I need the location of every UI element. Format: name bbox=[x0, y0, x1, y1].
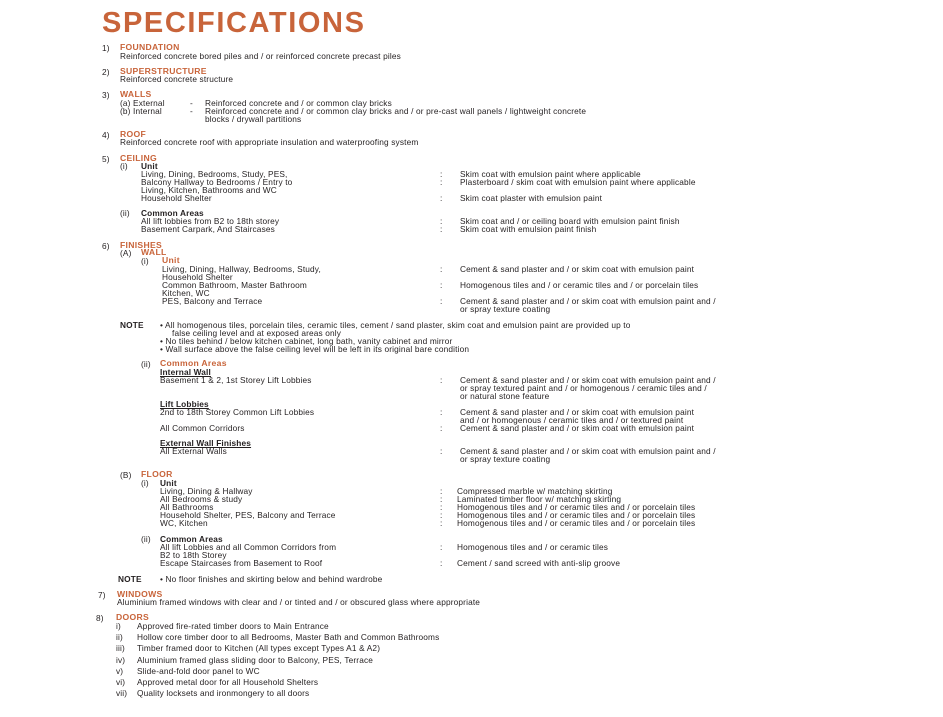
floor-row-value: Homogenous tiles and / or ceramic tiles and / or porcelain tiles bbox=[457, 510, 696, 520]
sub-numeral: (ii) bbox=[141, 359, 151, 369]
section-heading-roof: ROOF bbox=[120, 129, 147, 139]
floor-row-value: Homogenous tiles and / or ceramic tiles and / or porcelain tiles bbox=[457, 502, 696, 512]
sub-letter: (B) bbox=[120, 470, 132, 480]
section-number: 6) bbox=[102, 241, 110, 251]
colon: : bbox=[440, 169, 443, 179]
roof-text: Reinforced concrete roof with appropriate insulation and waterproofing system bbox=[120, 137, 419, 147]
colon: : bbox=[440, 193, 443, 203]
colon: : bbox=[440, 542, 443, 552]
door-item-number: vi) bbox=[116, 677, 126, 687]
ceiling-row-value: Plasterboard / skim coat with emulsion paint where applicable bbox=[460, 177, 696, 187]
door-item-text: Hollow core timber door to all Bedrooms, Master Bath and Common Bathrooms bbox=[137, 632, 440, 642]
ceiling-row-value: Skim coat with emulsion paint where applicable bbox=[460, 169, 641, 179]
floor-row-label: WC, Kitchen bbox=[160, 518, 208, 528]
walls-internal-label: (b) Internal bbox=[120, 106, 162, 116]
door-item-number: v) bbox=[116, 666, 124, 676]
floor-unit-heading: Unit bbox=[160, 478, 177, 488]
section-heading-walls: WALLS bbox=[120, 89, 152, 99]
wall-row-value-cont: or spray texture coating bbox=[460, 304, 551, 314]
colon: : bbox=[440, 407, 443, 417]
colon: : bbox=[440, 486, 443, 496]
ceiling-unit-heading: Unit bbox=[141, 161, 158, 171]
section-number: 4) bbox=[102, 130, 110, 140]
wall-row-value-cont: or spray textured paint and / or homogenous / ceramic tiles and / bbox=[460, 383, 707, 393]
walls-internal-text-cont: blocks / drywall partitions bbox=[205, 114, 302, 124]
colon: : bbox=[440, 224, 443, 234]
door-item-text: Approved metal door for all Household Shelters bbox=[137, 677, 319, 687]
floor-row-label: All Bedrooms & study bbox=[160, 494, 243, 504]
colon: : bbox=[440, 423, 443, 433]
wall-row-value: Cement & sand plaster and / or skim coat with emulsion paint and / bbox=[460, 375, 716, 385]
note-item: • No floor finishes and skirting below and behind wardrobe bbox=[160, 574, 383, 584]
wall-row-value: Homogenous tiles and / or ceramic tiles and / or porcelain tiles bbox=[460, 280, 699, 290]
colon: : bbox=[440, 264, 443, 274]
section-heading-windows: WINDOWS bbox=[117, 589, 163, 599]
walls-external-label: (a) External bbox=[120, 98, 165, 108]
note-label: NOTE bbox=[120, 320, 144, 330]
colon: : bbox=[440, 502, 443, 512]
ceiling-row-label: Basement Carpark, And Staircases bbox=[141, 224, 275, 234]
finishes-wall-heading: WALL bbox=[141, 247, 167, 257]
sub-letter: (A) bbox=[120, 248, 132, 258]
section-heading-doors: DOORS bbox=[116, 612, 150, 622]
ceiling-row-value: Skim coat and / or ceiling board with emulsion paint finish bbox=[460, 216, 680, 226]
floor-row-value: Homogenous tiles and / or ceramic tiles bbox=[457, 542, 609, 552]
ceiling-common-heading: Common Areas bbox=[141, 208, 204, 218]
note-item: • Wall surface above the false ceiling level will be left in its original bare condition bbox=[160, 344, 470, 354]
door-item-text: Approved fire-rated timber doors to Main Entrance bbox=[137, 621, 329, 631]
superstructure-text: Reinforced concrete structure bbox=[120, 74, 234, 84]
colon: : bbox=[440, 518, 443, 528]
colon: : bbox=[440, 558, 443, 568]
wall-row-value: Cement & sand plaster and / or skim coat with emulsion paint and / bbox=[460, 296, 716, 306]
section-number: 1) bbox=[102, 43, 110, 53]
colon: : bbox=[440, 375, 443, 385]
ceiling-row-value: Skim coat with emulsion paint finish bbox=[460, 224, 597, 234]
note-item-cont: false ceiling level and at exposed areas only bbox=[172, 328, 342, 338]
colon: : bbox=[440, 494, 443, 504]
colon: : bbox=[440, 510, 443, 520]
sub-numeral: (i) bbox=[141, 478, 149, 488]
ceiling-row-label: Living, Kitchen, Bathrooms and WC bbox=[141, 185, 277, 195]
floor-row-label: B2 to 18th Storey bbox=[160, 550, 227, 560]
door-item-text: Aluminium framed glass sliding door to Balcony, PES, Terrace bbox=[137, 655, 374, 665]
wall-row-label: Household Shelter bbox=[162, 272, 233, 282]
dash: - bbox=[190, 106, 193, 116]
wall-row-value: Cement & sand plaster and / or skim coat with emulsion paint bbox=[460, 264, 695, 274]
section-heading-foundation: FOUNDATION bbox=[120, 42, 180, 52]
sub-numeral: (i) bbox=[120, 161, 128, 171]
foundation-text: Reinforced concrete bored piles and / or reinforced concrete precast piles bbox=[120, 51, 401, 61]
wall-row-label: All Common Corridors bbox=[160, 423, 245, 433]
floor-row-value: Laminated timber floor w/ matching skirting bbox=[457, 494, 622, 504]
wall-row-label: Basement 1 & 2, 1st Storey Lift Lobbies bbox=[160, 375, 312, 385]
floor-row-label: All lift Lobbies and all Common Corridors from bbox=[160, 542, 337, 552]
floor-row-label: All Bathrooms bbox=[160, 502, 214, 512]
colon: : bbox=[440, 216, 443, 226]
walls-internal-text: Reinforced concrete and / or common clay bricks and / or pre-cast wall panels / lightweight concrete bbox=[205, 106, 587, 116]
section-heading-superstructure: SUPERSTRUCTURE bbox=[120, 66, 207, 76]
floor-row-label: Escape Staircases from Basement to Roof bbox=[160, 558, 323, 568]
section-heading-finishes: FINISHES bbox=[120, 240, 163, 250]
wall-row-label: Common Bathroom, Master Bathroom bbox=[162, 280, 307, 290]
lift-lobbies-heading: Lift Lobbies bbox=[160, 399, 209, 409]
door-item-number: vii) bbox=[116, 688, 128, 698]
wall-common-heading: Common Areas bbox=[160, 358, 227, 368]
section-number: 8) bbox=[96, 613, 104, 623]
wall-row-value: Cement & sand plaster and / or skim coat with emulsion paint bbox=[460, 423, 695, 433]
ceiling-row-label: All lift lobbies from B2 to 18th storey bbox=[141, 216, 280, 226]
ceiling-row-label: Balcony Hallway to Bedrooms / Entry to bbox=[141, 177, 293, 187]
wall-row-label: All External Walls bbox=[160, 446, 227, 456]
note-item: • All homogenous tiles, porcelain tiles, ceramic tiles, cement / sand plaster, skim coat and emulsion paint are provided up to bbox=[160, 320, 631, 330]
ceiling-row-label: Living, Dining, Bedrooms, Study, PES, bbox=[141, 169, 288, 179]
external-wall-heading: External Wall Finishes bbox=[160, 438, 252, 448]
windows-text: Aluminium framed windows with clear and / or tinted and / or obscured glass where appropriate bbox=[117, 597, 481, 607]
wall-row-value: Cement & sand plaster and / or skim coat with emulsion paint and / bbox=[460, 446, 716, 456]
walls-external-text: Reinforced concrete and / or common clay bricks bbox=[205, 98, 392, 108]
section-number: 3) bbox=[102, 90, 110, 100]
wall-row-label: Kitchen, WC bbox=[162, 288, 210, 298]
section-number: 5) bbox=[102, 154, 110, 164]
colon: : bbox=[440, 446, 443, 456]
section-number: 2) bbox=[102, 67, 110, 77]
finishes-floor-heading: FLOOR bbox=[141, 469, 173, 479]
dash: - bbox=[190, 98, 193, 108]
wall-row-label: PES, Balcony and Terrace bbox=[162, 296, 263, 306]
colon: : bbox=[440, 177, 443, 187]
sub-numeral: (i) bbox=[141, 256, 149, 266]
door-item-text: Timber framed door to Kitchen (All types except Types A1 & A2) bbox=[137, 643, 381, 653]
door-item-number: ii) bbox=[116, 632, 123, 642]
colon: : bbox=[440, 280, 443, 290]
floor-row-value: Compressed marble w/ matching skirting bbox=[457, 486, 613, 496]
door-item-text: Slide-and-fold door panel to WC bbox=[137, 666, 260, 676]
wall-row-value: Cement & sand plaster and / or skim coat with emulsion paint bbox=[460, 407, 695, 417]
sub-numeral: (ii) bbox=[141, 534, 151, 544]
section-number: 7) bbox=[98, 590, 106, 600]
floor-row-value: Homogenous tiles and / or ceramic tiles and / or porcelain tiles bbox=[457, 518, 696, 528]
door-item-text: Quality locksets and ironmongery to all doors bbox=[137, 688, 310, 698]
sub-numeral: (ii) bbox=[120, 208, 130, 218]
door-item-number: iv) bbox=[116, 655, 126, 665]
door-item-number: i) bbox=[116, 621, 121, 631]
floor-row-value: Cement / sand screed with anti-slip groove bbox=[457, 558, 621, 568]
floor-row-label: Living, Dining & Hallway bbox=[160, 486, 253, 496]
door-item-number: iii) bbox=[116, 643, 125, 653]
wall-unit-heading: Unit bbox=[162, 255, 180, 265]
wall-row-label: 2nd to 18th Storey Common Lift Lobbies bbox=[160, 407, 315, 417]
colon: : bbox=[440, 296, 443, 306]
floor-row-label: Household Shelter, PES, Balcony and Terrace bbox=[160, 510, 336, 520]
wall-row-value-cont: or spray texture coating bbox=[460, 454, 551, 464]
internal-wall-heading: Internal Wall bbox=[160, 367, 211, 377]
note-item: • No tiles behind / below kitchen cabinet, long bath, vanity cabinet and mirror bbox=[160, 336, 453, 346]
section-heading-ceiling: CEILING bbox=[120, 153, 157, 163]
floor-common-heading: Common Areas bbox=[160, 534, 223, 544]
wall-row-value-cont: and / or homogenous / ceramic tiles and / or textured paint bbox=[460, 415, 684, 425]
ceiling-row-value: Skim coat plaster with emulsion paint bbox=[460, 193, 603, 203]
wall-row-value-cont: or natural stone feature bbox=[460, 391, 550, 401]
ceiling-row-label: Household Shelter bbox=[141, 193, 212, 203]
page-title: SPECIFICATIONS bbox=[102, 7, 366, 39]
note-label: NOTE bbox=[118, 574, 142, 584]
wall-row-label: Living, Dining, Hallway, Bedrooms, Study, bbox=[162, 264, 321, 274]
